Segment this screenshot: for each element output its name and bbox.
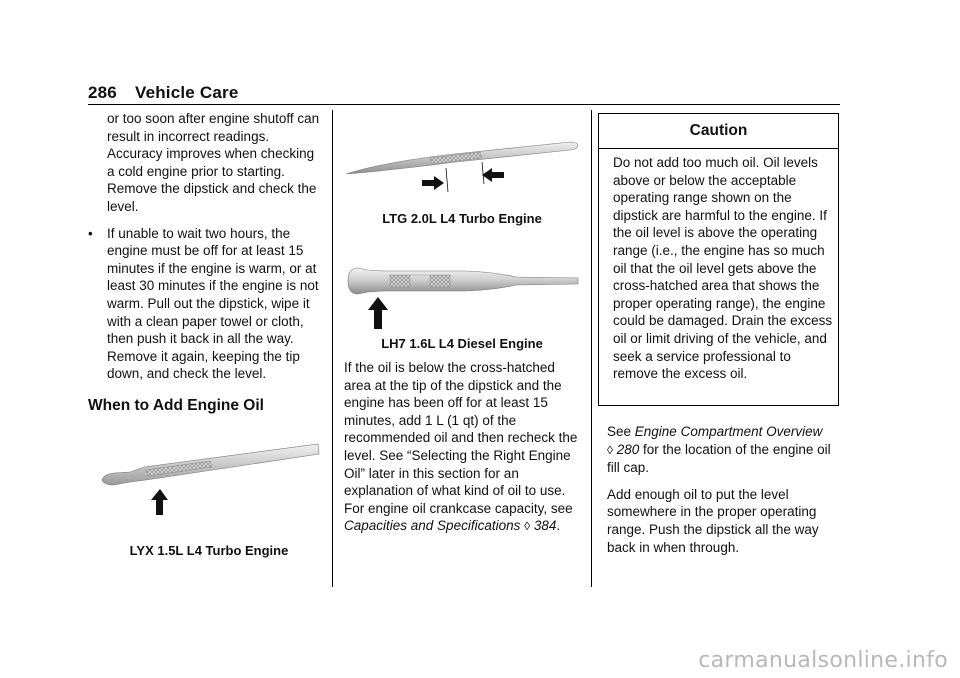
caution-box (598, 113, 839, 406)
figure-caption-lh7: LH7 1.6L L4 Diesel Engine (381, 336, 543, 351)
lyx-dipstick-illustration (100, 436, 322, 526)
section-subheading: When to Add Engine Oil (88, 396, 264, 414)
add-enough-oil-paragraph: Add enough oil to put the level somewhere in the proper operating range. Push the dipstick all the way back in when through. (607, 486, 819, 555)
figure-caption-lyx: LYX 1.5L L4 Turbo Engine (129, 543, 289, 558)
column-divider-2 (591, 110, 592, 587)
caution-title: Caution (689, 122, 748, 139)
header-rule (88, 104, 840, 105)
page-header (88, 83, 239, 103)
capacities-page-number[interactable]: 384 (533, 518, 557, 534)
ltg-dipstick-illustration (344, 136, 580, 196)
engine-compartment-reference-link[interactable]: Engine Compartment Overview (634, 424, 823, 439)
column-3-text (607, 423, 842, 556)
lh7-dipstick-illustration (344, 254, 580, 334)
see-reference-paragraph: See Engine Compartment Overview ◊ 280 for the location of the engine oil fill cap. (607, 424, 831, 476)
figure-caption-ltg: LTG 2.0L L4 Turbo Engine (382, 211, 542, 226)
continued-paragraph: or too soon after engine shutoff can result in incorrect readings. Accuracy improves when checking a cold engine prior to starting. Remove the dipstick and check the level. (107, 111, 320, 214)
column-1 (88, 110, 324, 415)
bullet-text: If unable to wait two hours, the engine must be off for at least 15 minutes if the engine is warm, or at least 30 minutes if the engine is not warm. Pull out the dipstick, wipe it with a clean paper towel or cloth, then push it back in all the way. Remove it again, keeping the tip down, and check the level. (107, 225, 319, 382)
section-title: Vehicle Care (134, 83, 239, 102)
bullet-item (88, 225, 324, 383)
caution-text: Do not add too much oil. Oil levels above or below the acceptable operating range shown on the dipstick are harmful to the engine. If the oil level is above the operating range (i.e., the engine has so much oil that the oil level gets above the cross-hatched area that shows the proper operating range), the engine could be damaged. Drain the excess oil or limit driving of the vehicle, and seek a service professional to remove the excess oil. (613, 155, 833, 382)
caution-divider (599, 148, 838, 149)
page-reference-icon: ◊ (607, 442, 613, 457)
page-number: 286 (88, 83, 117, 102)
bullet-symbol: • (88, 225, 93, 241)
page-reference-icon: ◊ (524, 519, 531, 534)
capacities-reference-link[interactable]: Capacities and Specifications (344, 518, 521, 534)
watermark: carmanualsonline.info (698, 648, 948, 673)
column-divider-1 (332, 110, 333, 587)
column-2-text (344, 359, 580, 536)
add-oil-paragraph: If the oil is below the cross-hatched area at the tip of the dipstick and the engine has been off for at least 15 minutes, add 1 L (1 qt) of the recommended oil and then recheck the level. See “Selecting the Right Engine Oil” later in this section for an explanation of what kind of oil to use. For engine oil crankcase capacity, see Capacities and Specifications ◊ 384. (344, 360, 578, 534)
engine-compartment-page-number[interactable]: 280 (616, 441, 640, 457)
